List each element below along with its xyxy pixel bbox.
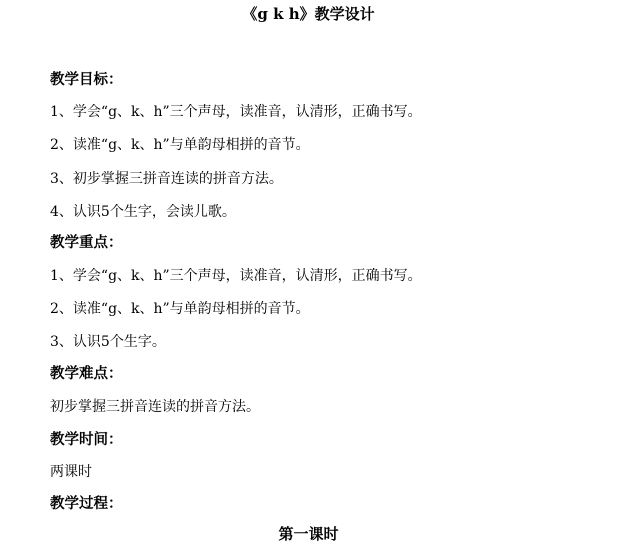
key-point-item-2: 2、读准“g、k、h”与单韵母相拼的音节。 [50,301,310,317]
objective-item-3: 3、初步掌握三拼音连读的拼音方法。 [50,171,283,187]
key-point-item-1: 1、学会“g、k、h”三个声母，读准音，认清形，正确书写。 [50,268,422,284]
key-point-item-3: 3、认识5个生字。 [50,334,166,350]
section-heading-objectives: 教学目标： [50,71,123,88]
lesson-period-heading: 第一课时 [278,525,339,543]
difficulty-item-1: 初步掌握三拼音连读的拼音方法。 [50,399,260,415]
section-heading-process: 教学过程： [50,495,123,512]
section-heading-difficulties: 教学难点： [50,365,123,382]
section-heading-teaching-time: 教学时间： [50,431,123,448]
teaching-time-value: 两课时 [50,464,92,480]
section-heading-key-points: 教学重点： [50,234,123,251]
document-title: 《g k h》教学设计 [242,5,375,23]
objective-item-2: 2、读准“g、k、h”与单韵母相拼的音节。 [50,137,310,153]
objective-item-4: 4、认识5个生字，会读儿歌。 [50,204,236,220]
objective-item-1: 1、学会“g、k、h”三个声母，读准音，认清形，正确书写。 [50,104,422,120]
